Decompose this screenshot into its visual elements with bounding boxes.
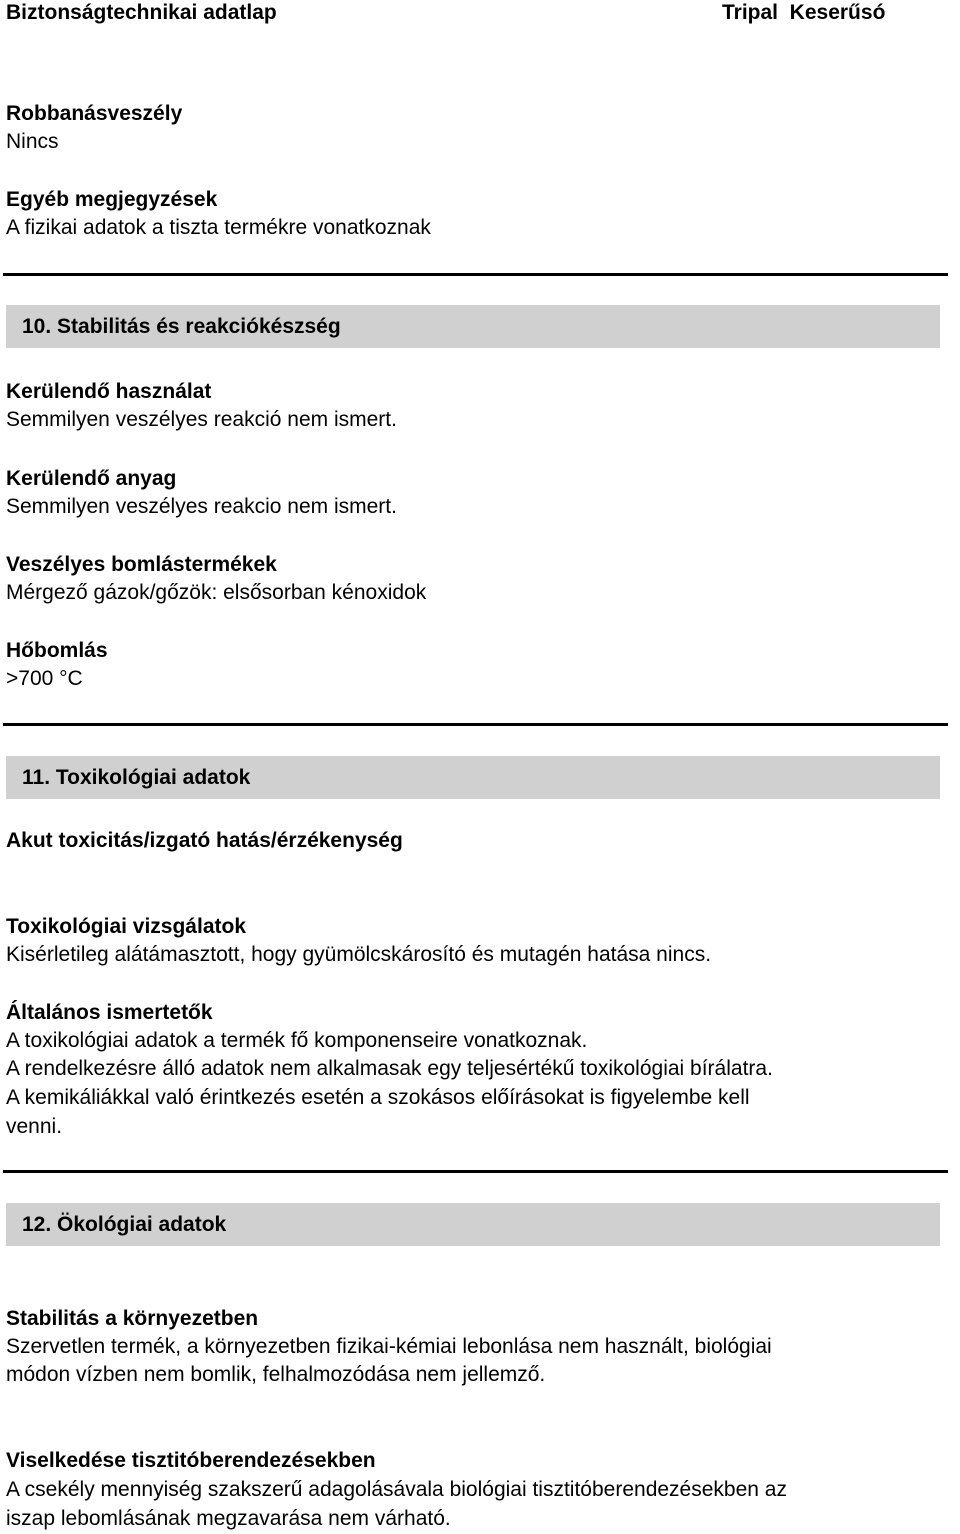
vizsgalatok-text: Kisérletileg alátámasztott, hogy gyümölcskárosító és mutagén hatása nincs. — [6, 943, 712, 966]
stabilitas-heading: Stabilitás a környezetben — [6, 1307, 259, 1330]
kerulendo-hasznalat-text: Semmilyen veszélyes reakció nem ismert. — [6, 408, 397, 431]
bomlastermekek-text: Mérgező gázok/gőzök: elsősorban kénoxidok — [6, 581, 427, 604]
hobomlas-text: >700 °C — [6, 667, 83, 690]
akut-heading: Akut toxicitás/izgató hatás/érzékenység — [6, 829, 403, 852]
vizsgalatok-heading: Toxikológiai vizsgálatok — [6, 915, 247, 938]
viselkedese-line: A csekély mennyiség szakszerű adagolásávala biológiai tisztitóberendezésekben az — [6, 1478, 787, 1501]
section-divider — [3, 1170, 948, 1173]
kerulendo-hasznalat-heading: Kerülendő használat — [6, 380, 212, 403]
kerulendo-anyag-heading: Kerülendő anyag — [6, 467, 177, 490]
egyeb-text: A fizikai adatok a tiszta termékre vonatkoznak — [6, 216, 431, 239]
robbanas-text: Nincs — [6, 130, 59, 153]
section-11-band — [6, 756, 940, 799]
document-title: Biztonságtechnikai adatlap — [6, 1, 277, 24]
altalanos-line: venni. — [6, 1115, 63, 1138]
section-12-title: 12. Ökológiai adatok — [22, 1213, 227, 1236]
altalanos-line: A rendelkezésre álló adatok nem alkalmasak egy teljesértékű toxikológiai bírálatra. — [6, 1057, 773, 1080]
altalanos-line: A toxikológiai adatok a termék fő komponenseire vonatkoznak. — [6, 1029, 588, 1052]
egyeb-heading: Egyéb megjegyzések — [6, 188, 218, 211]
altalanos-heading: Általános ismertetők — [6, 1001, 213, 1024]
stabilitas-line: módon vízben nem bomlik, felhalmozódása nem jellemző. — [6, 1363, 546, 1386]
section-12-band — [6, 1203, 940, 1246]
kerulendo-anyag-text: Semmilyen veszélyes reakcio nem ismert. — [6, 495, 397, 518]
product-name: Tripal Keserűsó — [722, 1, 886, 24]
viselkedese-heading: Viselkedése tisztitóberendezésekben — [6, 1449, 376, 1472]
viselkedese-line: iszap lebomlásának megzavarása nem várható. — [6, 1507, 451, 1530]
robbanas-heading: Robbanásveszély — [6, 102, 183, 125]
altalanos-line: A kemikáliákkal való érintkezés esetén a szokásos előírásokat is figyelembe kell — [6, 1086, 750, 1109]
bomlastermekek-heading: Veszélyes bomlástermékek — [6, 553, 277, 576]
hobomlas-heading: Hőbomlás — [6, 639, 108, 662]
section-10-band — [6, 305, 940, 348]
section-10-title: 10. Stabilitás és reakciókészség — [22, 315, 341, 338]
stabilitas-line: Szervetlen termék, a környezetben fizikai-kémiai lebonlása nem használt, biológiai — [6, 1335, 772, 1358]
section-divider — [3, 723, 948, 726]
section-11-title: 11. Toxikológiai adatok — [22, 766, 251, 789]
section-divider — [3, 273, 948, 276]
